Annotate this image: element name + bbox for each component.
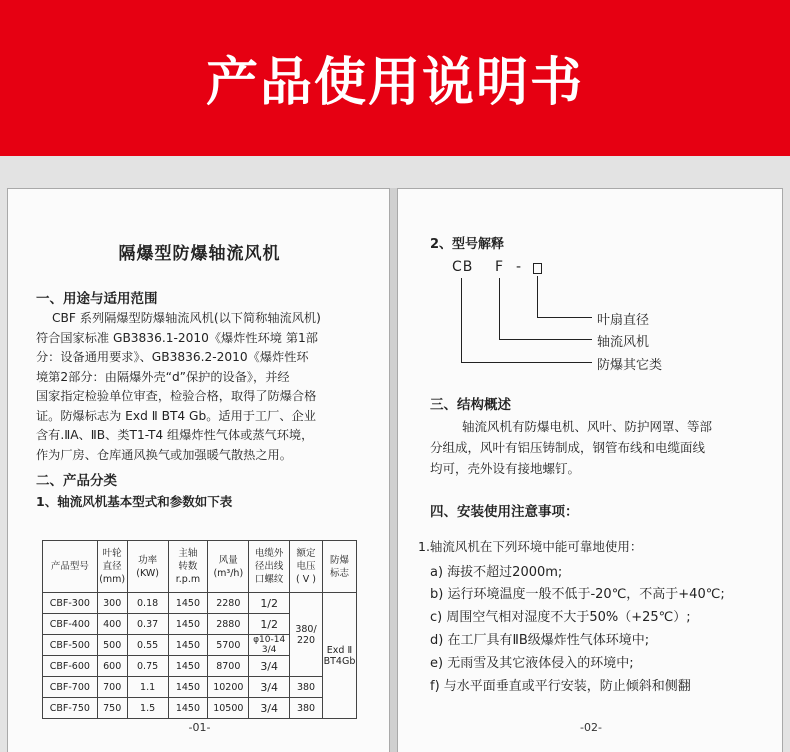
header-text: 额定: [296, 548, 316, 559]
section1-line: 作为厂房、仓库通风换气或加强暖气散热之用。: [36, 447, 292, 462]
section1-line: 证。防爆标志为 Exd Ⅱ BT4 Gb。适用于工厂、企业: [36, 408, 316, 423]
model-heading: 2、型号解释: [430, 237, 505, 252]
exmark-text: BT4Gb: [323, 655, 356, 667]
cell-power: 0.55: [127, 635, 168, 656]
table-header-row: [43, 541, 357, 593]
connector-line: [499, 278, 500, 339]
cell-model: CBF-500: [43, 635, 98, 656]
cell-speed: 1450: [168, 677, 208, 698]
section3-line: 轴流风机有防爆电机、风叶、防护网罩、等部: [462, 419, 713, 434]
section3-heading: 三、结构概述: [430, 397, 511, 413]
cell-speed: 1450: [168, 656, 208, 677]
model-label: 叶扇直径: [597, 313, 650, 328]
header-text: 径出线: [254, 561, 284, 572]
cell-speed: 1450: [168, 593, 208, 614]
cell-thread: 3/4: [249, 677, 290, 698]
condition-item: b) 运行环境温度一般不低于-20℃，不高于+40℃;: [430, 587, 725, 602]
exmark-text: Exd Ⅱ: [326, 644, 353, 656]
cell-power: 1.5: [127, 698, 168, 719]
condition-item: a) 海拔不超过2000m;: [430, 565, 563, 580]
cell-flow: 2880: [208, 614, 249, 635]
header-speed: [168, 541, 208, 593]
header-text: 产品型号: [50, 561, 89, 572]
cell-power: 1.1: [127, 677, 168, 698]
cell-model: CBF-750: [43, 698, 98, 719]
header-text: ( V ): [296, 574, 316, 585]
condition-item: f) 与水平面垂直或平行安装，防止倾斜和侧翻: [430, 679, 691, 694]
thread-text: 3/4: [261, 645, 277, 655]
spec-table: [42, 540, 357, 719]
model-code-box-icon: [533, 263, 542, 274]
header-text: 主轴: [178, 548, 198, 559]
table-caption: 1、轴流风机基本型式和参数如下表: [36, 494, 233, 509]
cell-speed: 1450: [168, 614, 208, 635]
cell-model: CBF-700: [43, 677, 98, 698]
section1-line: 境第2部分：由隔爆外壳“d”保护的设备》，并经: [36, 369, 290, 384]
header-text: 口螺纹: [254, 574, 284, 585]
header-text: (KW): [136, 567, 159, 579]
section1-heading: 一、用途与适用范围: [36, 291, 158, 307]
cell-diameter: 600: [97, 656, 127, 677]
section1-line: CBF 系列隔爆型防爆轴流风机(以下简称轴流风机): [52, 311, 321, 325]
cell-thread: 3/4: [249, 698, 290, 719]
cell-thread: 1/2: [249, 614, 290, 635]
voltage-text: 220: [296, 634, 316, 646]
section3-line: 分组成，风叶有铝压铸制成，钢管布线和电缆面线: [430, 440, 706, 455]
table-row: [43, 677, 357, 698]
section1-line: 符合国家标准 GB3836.1-2010《爆炸性环境 第1部: [36, 330, 318, 345]
cell-power: 0.75: [127, 656, 168, 677]
cell-exmark: [322, 593, 356, 719]
connector-line: [499, 339, 592, 340]
section1-line: 分：设备通用要求》、GB3836.2-2010《爆炸性环: [36, 350, 309, 364]
page-number: -01-: [188, 721, 211, 734]
section2-heading: 二、产品分类: [36, 473, 117, 489]
document-spread: [0, 156, 790, 752]
header-power: [127, 541, 168, 593]
connector-line: [537, 276, 538, 317]
header-text: 直径: [102, 561, 122, 572]
cell-voltage-merged: [290, 593, 323, 677]
condition-item: e) 无雨雪及其它液体侵入的环境中;: [430, 656, 634, 671]
model-code-cb: CB: [452, 259, 474, 275]
header-text: (m³/h): [213, 567, 244, 579]
document-title: 隔爆型防爆轴流风机: [118, 244, 281, 264]
connector-line: [537, 317, 592, 318]
page-fold: [390, 188, 397, 752]
banner-title: 产品使用说明书: [205, 53, 584, 113]
section4-heading: 四、安装使用注意事项：: [430, 504, 579, 520]
header-text: 防爆: [329, 554, 349, 566]
connector-line: [461, 278, 462, 362]
cell-diameter: 700: [97, 677, 127, 698]
cell-diameter: 300: [97, 593, 127, 614]
cell-diameter: 500: [97, 635, 127, 656]
model-label: 防爆其它类: [597, 358, 663, 373]
connector-line: [461, 362, 592, 363]
section1-line: 国家指定检验单位审查，检验合格，取得了防爆合格: [36, 389, 317, 403]
cell-speed: 1450: [168, 698, 208, 719]
model-label: 轴流风机: [597, 335, 650, 350]
header-model: [43, 541, 98, 593]
header-text: 功率: [138, 554, 158, 566]
section1-line: 含有.ⅡA、ⅡB、类T1-T4 组爆炸性气体或蒸气环境，: [36, 428, 314, 442]
cell-flow: 5700: [208, 635, 249, 656]
header-flow: [208, 541, 249, 593]
header-text: 转数: [178, 561, 198, 572]
table-row: [43, 698, 357, 719]
header-text: 电缆外: [254, 548, 284, 559]
condition-item: d) 在工厂具有ⅡB级爆炸性气体环境中;: [430, 633, 650, 648]
cell-model: CBF-300: [43, 593, 98, 614]
table-row: [43, 593, 357, 614]
header-banner: [0, 0, 790, 156]
page-number: -02-: [580, 721, 602, 734]
voltage-text: 380/: [295, 623, 317, 635]
cell-flow: 2280: [208, 593, 249, 614]
cell-power: 0.37: [127, 614, 168, 635]
cell-thread: 3/4: [249, 656, 290, 677]
header-text: 标志: [329, 567, 349, 579]
cell-speed: 1450: [168, 635, 208, 656]
section3-line: 均可，壳外设有接地螺钉。: [430, 461, 581, 476]
cell-voltage: 380: [290, 698, 323, 719]
cell-thread: [249, 635, 290, 656]
header-text: 电压: [296, 561, 316, 572]
cell-flow: 10500: [208, 698, 249, 719]
cell-voltage: 380: [290, 677, 323, 698]
cell-diameter: 750: [97, 698, 127, 719]
section4-intro: 1.轴流风机在下列环境中能可靠地使用：: [418, 539, 643, 554]
thread-text: φ10-14: [253, 635, 286, 645]
cell-diameter: 400: [97, 614, 127, 635]
header-diameter: [97, 541, 127, 593]
header-text: (mm): [99, 574, 126, 585]
header-thread: [249, 541, 290, 593]
cell-flow: 10200: [208, 677, 249, 698]
cell-flow: 8700: [208, 656, 249, 677]
condition-item: c) 周围空气相对湿度不大于50%（+25℃）;: [430, 610, 691, 625]
header-text: 叶轮: [102, 548, 122, 559]
cell-power: 0.18: [127, 593, 168, 614]
model-code-f: F: [495, 259, 505, 275]
page-right: [397, 188, 783, 752]
cell-model: CBF-600: [43, 656, 98, 677]
header-voltage: [290, 541, 323, 593]
header-text: 风量: [218, 554, 238, 566]
header-text: r.p.m: [175, 574, 201, 585]
page-left: [7, 188, 390, 752]
cell-thread: 1/2: [249, 593, 290, 614]
model-code-dash: -: [516, 259, 523, 275]
header-exmark: [322, 541, 356, 593]
cell-model: CBF-400: [43, 614, 98, 635]
